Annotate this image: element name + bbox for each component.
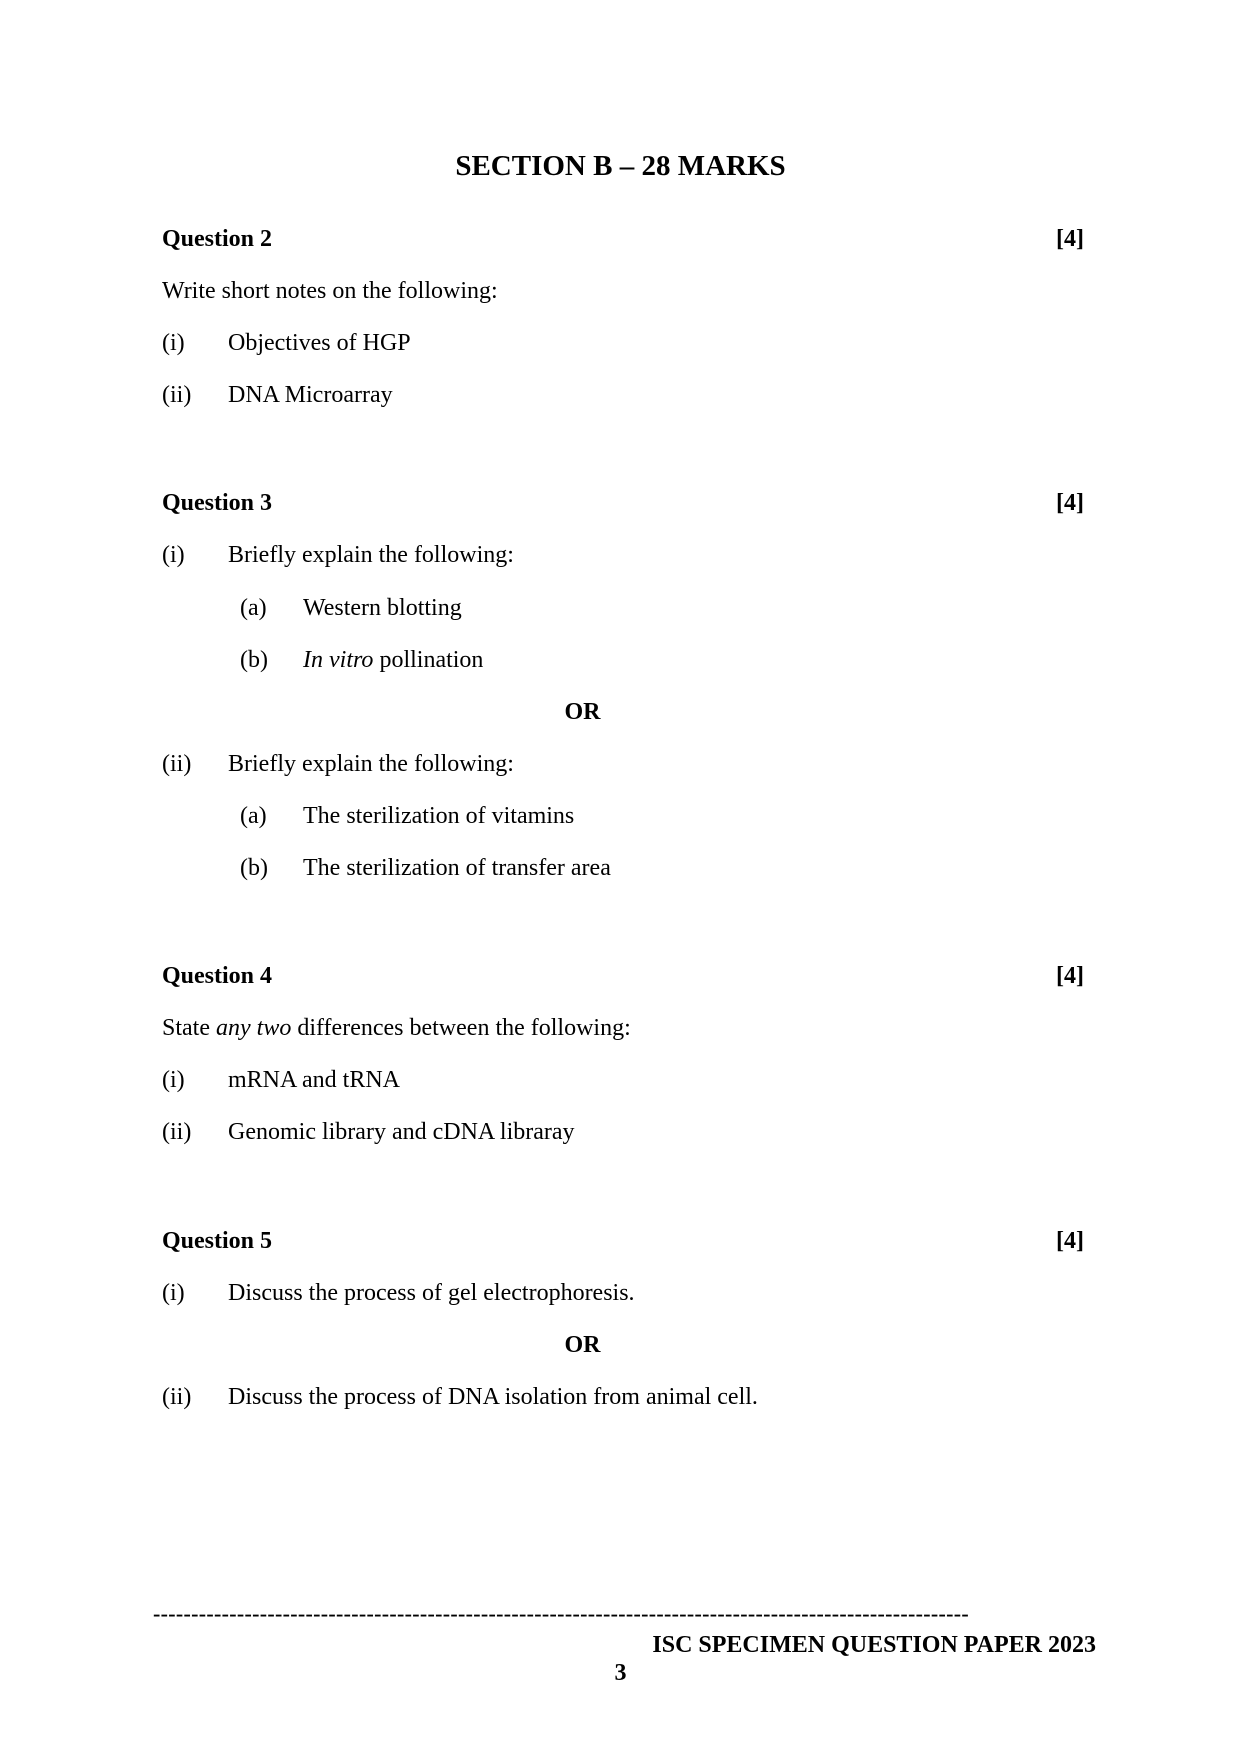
question-3-part-ii-a-label: (a) — [240, 803, 267, 829]
question-3-heading: Question 3 — [162, 490, 273, 516]
question-2-part-ii-label: (ii) — [162, 382, 192, 408]
intro-italic: any two — [216, 1015, 292, 1041]
intro-pre: State — [162, 1015, 216, 1041]
pollination-text: pollination — [373, 647, 484, 673]
question-3-part-i-b-label: (b) — [240, 647, 268, 673]
question-3-part-i-a-text: Western blotting — [303, 595, 462, 621]
question-4-part-i-label: (i) — [162, 1067, 185, 1093]
question-3-part-i-text: Briefly explain the following: — [228, 542, 514, 568]
question-2-marks: [4] — [1056, 226, 1084, 252]
question-3-part-i-a-label: (a) — [240, 595, 267, 621]
question-2-intro: Write short notes on the following: — [162, 278, 498, 304]
question-2-part-ii-text: DNA Microarray — [228, 382, 393, 408]
question-5-part-i-text: Discuss the process of gel electrophoresis. — [228, 1280, 635, 1306]
page-number: 3 — [614, 1660, 627, 1686]
question-2-heading: Question 2 — [162, 226, 273, 252]
question-3-part-i-label: (i) — [162, 542, 185, 568]
question-3-part-ii-text: Briefly explain the following: — [228, 751, 514, 777]
question-3-part-ii-a-text: The sterilization of vitamins — [303, 803, 575, 829]
question-5-marks: [4] — [1056, 1228, 1084, 1254]
question-4-intro — [162, 1015, 631, 1042]
question-3-part-ii-b-label: (b) — [240, 855, 268, 881]
question-3-marks: [4] — [1056, 490, 1084, 516]
question-4-heading: Question 4 — [162, 963, 273, 989]
question-4-marks: [4] — [1056, 963, 1084, 989]
question-4-part-ii-label: (ii) — [162, 1119, 192, 1145]
question-3-part-i-b-text — [303, 647, 483, 674]
question-3-part-ii-b-text: The sterilization of transfer area — [303, 855, 611, 881]
question-2-part-i-label: (i) — [162, 330, 185, 356]
question-4-part-ii-text: Genomic library and cDNA libraray — [228, 1119, 575, 1145]
question-5-part-i-label: (i) — [162, 1280, 185, 1306]
question-5-heading: Question 5 — [162, 1228, 273, 1254]
intro-post: differences between the following: — [291, 1015, 631, 1041]
question-2-part-i-text: Objectives of HGP — [228, 330, 411, 356]
section-title: SECTION B – 28 MARKS — [455, 150, 786, 182]
question-5-part-ii-text: Discuss the process of DNA isolation from animal cell. — [228, 1384, 758, 1410]
question-5-or: OR — [564, 1332, 601, 1358]
footer-title: ISC SPECIMEN QUESTION PAPER 2023 — [652, 1632, 1096, 1658]
footer-separator: ----------------------------------------------------------------------------------------------------------- — [153, 1601, 969, 1626]
question-3-part-ii-label: (ii) — [162, 751, 192, 777]
question-4-part-i-text: mRNA and tRNA — [228, 1067, 401, 1093]
in-vitro-italic: In vitro — [303, 647, 374, 673]
question-3-or: OR — [564, 699, 601, 725]
question-5-part-ii-label: (ii) — [162, 1384, 192, 1410]
